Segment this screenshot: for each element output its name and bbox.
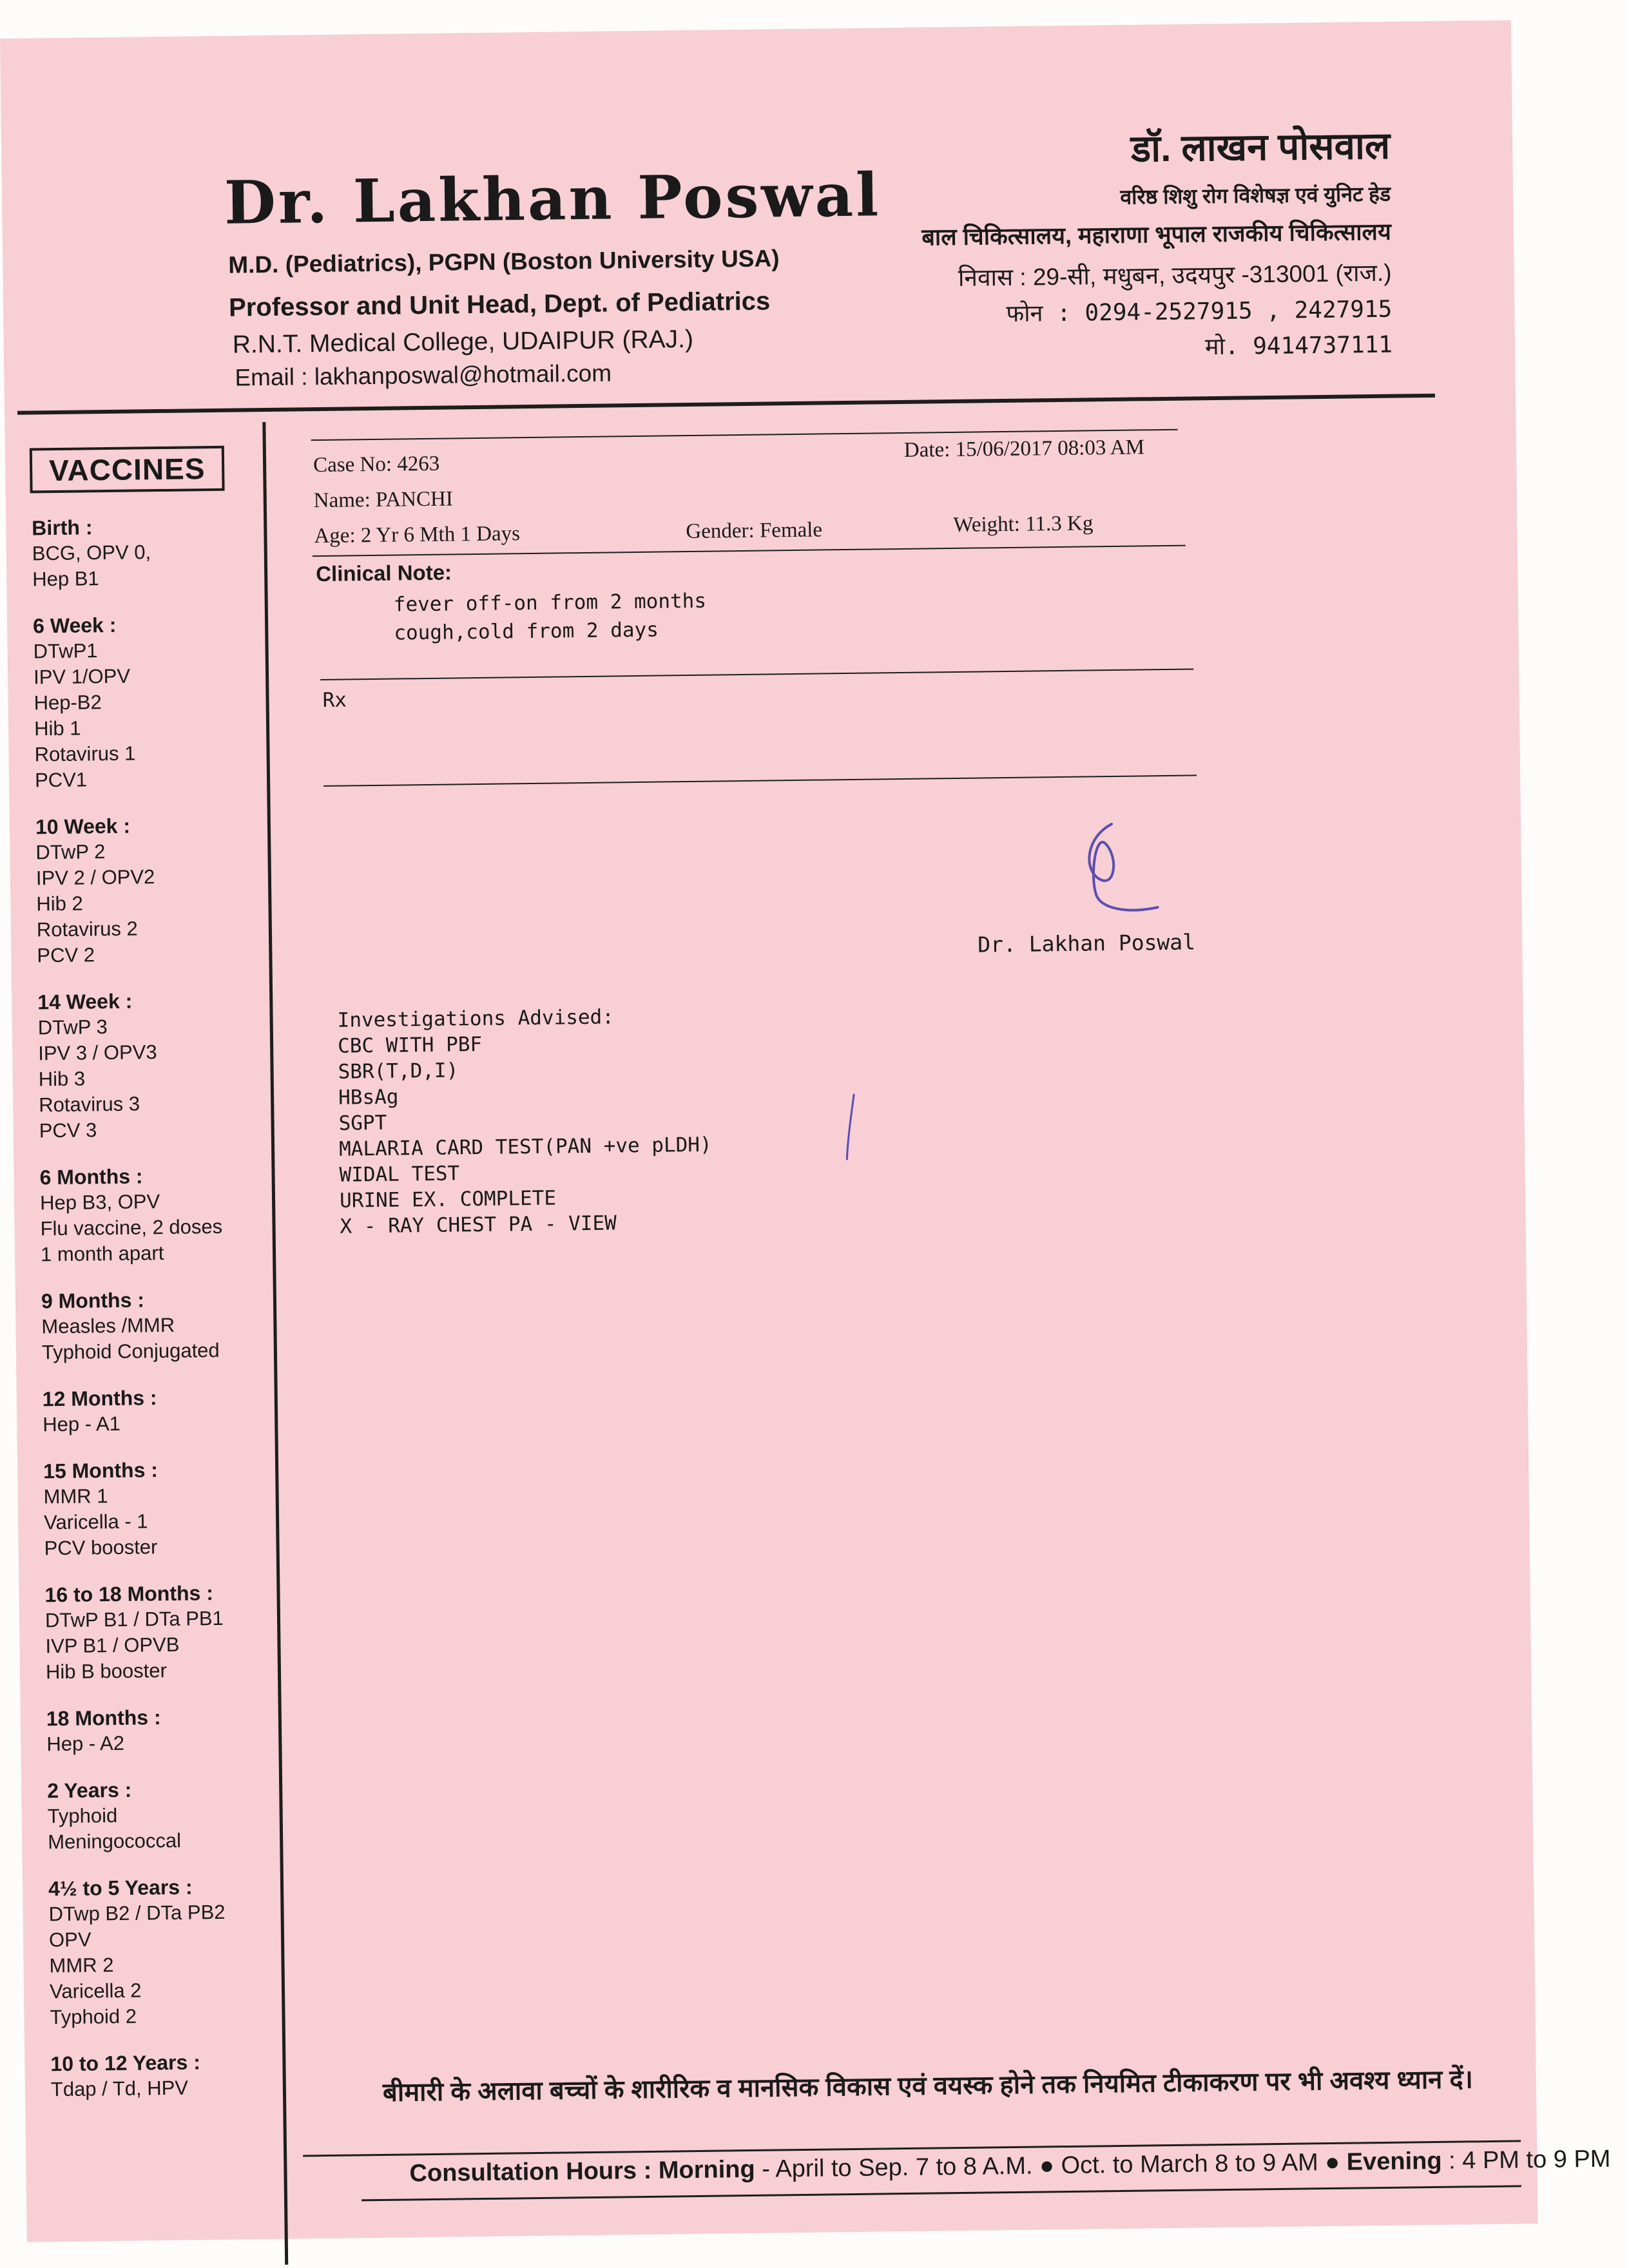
vaccine-item: Hib 2 — [36, 892, 83, 916]
position: Professor and Unit Head, Dept. of Pediatrics — [228, 287, 771, 322]
vaccine-item: Varicella - 1 — [43, 1510, 148, 1534]
header-divider — [17, 394, 1435, 415]
vaccine-group-heading: 15 Months : — [43, 1458, 159, 1483]
hours-label: Consultation Hours : — [409, 2157, 652, 2187]
vaccine-schedule-list — [32, 512, 322, 2123]
clinical-note-line: fever off-on from 2 months — [393, 589, 707, 617]
patient-gender: Gender: Female — [686, 518, 823, 544]
vaccine-group-heading: 12 Months : — [42, 1386, 157, 1411]
vaccine-group — [44, 1579, 316, 1685]
patient-age: Age: 2 Yr 6 Mth 1 Days — [314, 522, 521, 548]
address-hindi: निवास : 29-सी, मधुबन, उदयपुर -313001 (राज.) — [958, 259, 1392, 291]
vaccine-item: PCV 3 — [39, 1119, 97, 1142]
investigation-item: SGPT — [338, 1111, 387, 1135]
vaccine-item: DTwP1 — [33, 639, 98, 663]
vaccine-group-heading: 10 Week : — [35, 814, 131, 839]
email: Email : lakhanposwal@hotmail.com — [235, 360, 612, 391]
doctor-name: Dr. Lakhan Poswal — [224, 160, 882, 238]
vaccine-item: Rotavirus 2 — [36, 917, 138, 941]
vaccine-item: Hep - A1 — [43, 1412, 121, 1436]
rx-divider — [323, 774, 1197, 787]
phone-hindi: फोन : 0294-2527915 , 2427915 — [1006, 296, 1393, 327]
vaccine-item: Meningococcal — [47, 1829, 182, 1854]
investigation-item: CBC WITH PBF — [337, 1032, 483, 1058]
qualification: M.D. (Pediatrics), PGPN (Boston University USA) — [228, 245, 780, 278]
vaccine-item: MMR 1 — [43, 1485, 108, 1508]
vaccine-item: IPV 2 / OPV2 — [35, 865, 155, 890]
vaccine-item: Typhoid 2 — [50, 2004, 137, 2029]
vaccine-item: Typhoid — [47, 1803, 118, 1828]
vaccine-group — [32, 512, 303, 592]
vaccine-item: Typhoid Conjugated — [41, 1338, 220, 1364]
footer-rule-bottom — [361, 2185, 1521, 2201]
vaccine-item: Tdap / Td, HPV — [50, 2076, 189, 2101]
clinical-note-label: Clinical Note: — [315, 560, 452, 586]
rx-label: Rx — [322, 688, 347, 712]
vaccine-item: Hib B booster — [45, 1659, 168, 1684]
vaccine-item: Hib 3 — [38, 1067, 86, 1091]
vaccine-item: PCV booster — [44, 1535, 158, 1560]
patient-weight: Weight: 11.3 Kg — [953, 512, 1094, 537]
vaccine-group — [33, 610, 305, 793]
designation-hindi: वरिष्ठ शिशु रोग विशेषज्ञ एवं युनिट हेड — [1120, 182, 1391, 209]
case-number: Case No: 4263 — [313, 452, 440, 477]
vaccine-group — [48, 1872, 321, 2030]
vaccine-item: Varicella 2 — [49, 1979, 142, 2003]
vaccine-item: DTwP B1 / DTa PB1 — [44, 1606, 224, 1632]
vaccine-item: DTwp B2 / DTa PB2 — [48, 1900, 226, 1926]
vaccine-group — [35, 811, 308, 968]
pen-tick-mark — [841, 1091, 861, 1162]
vaccine-group — [39, 1161, 311, 1267]
evening-label: Evening — [1346, 2147, 1442, 2176]
vaccine-item: Hib 1 — [34, 716, 81, 740]
vaccine-group-heading: 16 to 18 Months : — [44, 1581, 214, 1607]
clinical-divider — [320, 668, 1193, 680]
investigation-item: URINE EX. COMPLETE — [339, 1186, 557, 1213]
prescription-sheet — [0, 20, 1611, 2242]
vaccine-item: Measles /MMR — [41, 1313, 175, 1338]
vaccine-group-heading: 6 Months : — [39, 1164, 143, 1189]
investigations-block — [337, 1003, 713, 1240]
vaccine-group-heading: 9 Months : — [41, 1288, 145, 1313]
morning-label: Morning — [658, 2155, 755, 2184]
footer-hindi-note: बीमारी के अलावा बच्चों के शारीरिक व मानसिक विकास एवं वयस्क होने तक नियमित टीकाकरण पर भी अवश्य ध्यान दें। — [382, 2065, 1474, 2107]
vaccine-item: OPV — [48, 1928, 92, 1952]
vaccine-item: BCG, OPV 0, — [32, 541, 151, 565]
vaccine-group — [43, 1455, 315, 1561]
vaccine-item: DTwP 3 — [37, 1015, 108, 1039]
vaccine-item: Hep B3, OPV — [39, 1190, 160, 1215]
vaccine-group — [50, 2048, 322, 2102]
mobile-hindi: मो. 9414737111 — [1204, 331, 1393, 361]
vaccine-group — [43, 1383, 314, 1437]
clinical-note-line: cough,cold from 2 days — [394, 618, 659, 645]
morning-hours: - April to Sep. 7 to 8 A.M. ● Oct. to March 8 to 9 AM ● — [761, 2148, 1340, 2183]
investigation-item: MALARIA CARD TEST(PAN +ve pLDH) — [338, 1133, 712, 1161]
vaccine-item: DTwP 2 — [35, 840, 106, 864]
vaccine-item: MMR 2 — [49, 1954, 114, 1977]
vaccine-item: 1 month apart — [40, 1242, 164, 1266]
vaccine-item: PCV1 — [34, 768, 88, 792]
vaccine-group — [47, 1774, 318, 1855]
vaccine-item: Flu vaccine, 2 doses — [40, 1215, 223, 1240]
vaccine-item: IPV 3 / OPV3 — [38, 1041, 157, 1065]
vaccine-item: Hep - A2 — [46, 1731, 125, 1756]
vaccine-item: IPV 1/OPV — [33, 664, 131, 689]
vaccine-item: Hep B1 — [32, 567, 99, 591]
patient-name: Name: PANCHI — [313, 487, 454, 513]
investigation-item: HBsAg — [338, 1085, 399, 1110]
vaccine-group — [37, 986, 310, 1144]
vaccine-group-heading: 10 to 12 Years : — [50, 2050, 201, 2076]
vaccine-group-heading: 2 Years : — [47, 1778, 132, 1803]
vaccine-group — [46, 1702, 318, 1757]
vaccine-item: Rotavirus 3 — [39, 1092, 140, 1117]
doctor-name-hindi: डॉ. लाखन पोसवाल — [1130, 124, 1391, 170]
vaccine-group-heading: Birth : — [32, 515, 93, 540]
college: R.N.T. Medical College, UDAIPUR (RAJ.) — [232, 325, 694, 359]
investigation-item: WIDAL TEST — [339, 1162, 460, 1187]
vaccine-item: IVP B1 / OPVB — [45, 1633, 180, 1658]
vaccine-item: PCV 2 — [37, 943, 95, 967]
hospital-hindi: बाल चिकित्सालय, महाराणा भूपाल राजकीय चिकित्सालय — [921, 218, 1392, 251]
signature-mark — [1060, 817, 1171, 928]
vaccine-item: Rotavirus 1 — [34, 742, 136, 766]
evening-hours: : 4 PM to 9 PM — [1448, 2145, 1611, 2175]
vaccine-item: Hep-B2 — [34, 691, 102, 715]
signature-name: Dr. Lakhan Poswal — [978, 929, 1196, 957]
vaccine-group — [41, 1285, 313, 1365]
investigations-label: Investigations Advised: — [337, 1005, 615, 1032]
vaccine-group-heading: 18 Months : — [46, 1706, 161, 1731]
investigation-item: X - RAY CHEST PA - VIEW — [340, 1211, 617, 1238]
vaccine-group-heading: 4½ to 5 Years : — [48, 1875, 193, 1901]
investigation-item: SBR(T,D,I) — [338, 1059, 459, 1084]
vaccines-title: VACCINES — [30, 446, 225, 494]
visit-date: Date: 15/06/2017 08:03 AM — [903, 436, 1145, 462]
vaccine-group-heading: 6 Week : — [32, 613, 117, 638]
vaccine-group-heading: 14 Week : — [37, 989, 133, 1014]
